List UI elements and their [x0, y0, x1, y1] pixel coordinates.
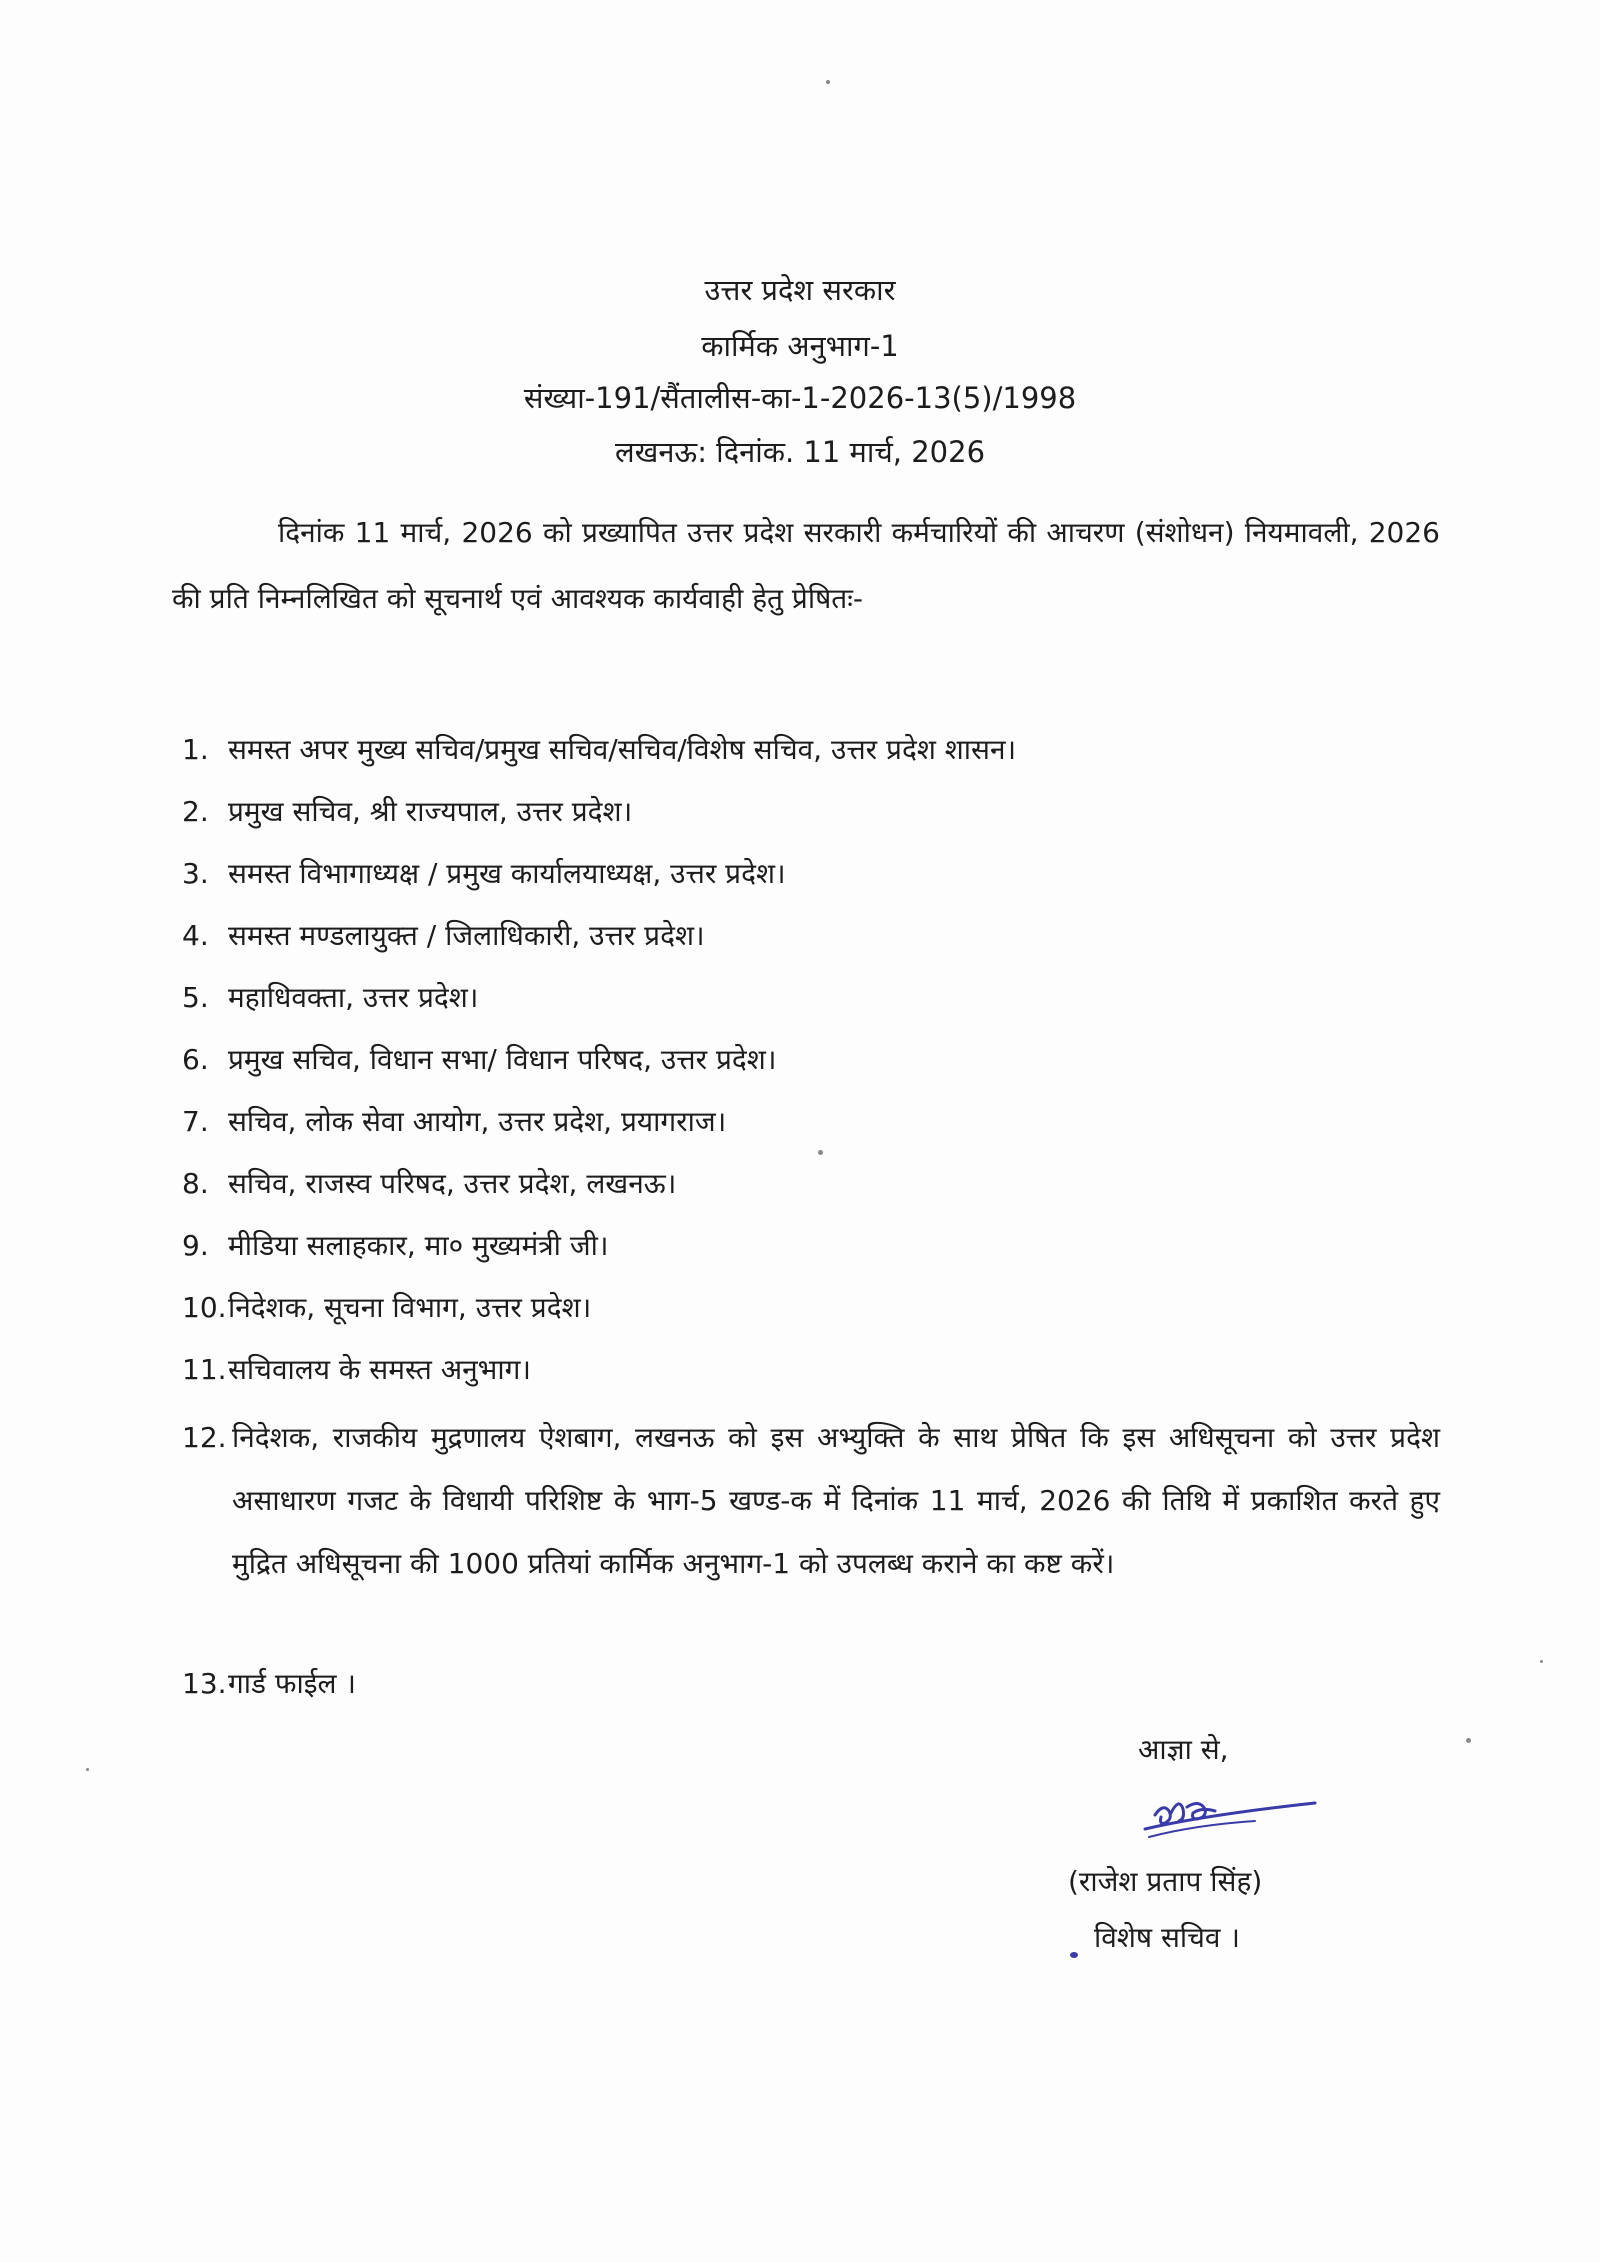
list-item-text: प्रमुख सचिव, विधान सभा/ विधान परिषद, उत्तर प्रदेश।: [228, 1043, 777, 1076]
list-item: [182, 1224, 1440, 1268]
list-item-number: 2.: [182, 795, 209, 828]
scan-speck: [86, 1768, 89, 1771]
list-item: [182, 1286, 1440, 1330]
signature-image: [1135, 1785, 1335, 1855]
list-item-text: सचिव, राजस्व परिषद, उत्तर प्रदेश, लखनऊ।: [228, 1167, 677, 1200]
scan-speck: [1540, 1660, 1543, 1663]
list-item-text: समस्त मण्डलायुक्त / जिलाधिकारी, उत्तर प्रदेश।: [228, 919, 705, 952]
department-name: कार्मिक अनुभाग-1: [701, 329, 899, 363]
reference-number: संख्या-191/सैंतालीस-का-1-2026-13(5)/1998: [523, 381, 1077, 415]
signature-stroke: [1155, 1808, 1170, 1824]
list-item: [182, 976, 1440, 1020]
list-item-text: सचिवालय के समस्त अनुभाग।: [228, 1353, 531, 1386]
signature-stroke: [1171, 1804, 1184, 1821]
list-item-text: महाधिवक्ता, उत्तर प्रदेश।: [228, 981, 479, 1014]
list-item-number: 9.: [182, 1229, 209, 1262]
signatory-name: (राजेश प्रताप सिंह): [1068, 1865, 1263, 1898]
list-item: [182, 914, 1440, 958]
list-item-text: समस्त अपर मुख्य सचिव/प्रमुख सचिव/सचिव/विशेष सचिव, उत्तर प्रदेश शासन।: [228, 733, 1017, 766]
list-item-text: निदेशक, राजकीय मुद्रणालय ऐशबाग, लखनऊ को इस अभ्युक्ति के साथ प्रेषित कि इस अधिसूचना को उत्तर प्रदेश असाधारण गजट के विधायी परिशिष्ट के भाग-5 खण्ड-क में दिनांक 11 मार्च, 2026 की तिथि में प्रकाशित करते हुए मुद्रित अधिसूचना की 1000 प्रतियां कार्मिक अनुभाग-1 को उपलब्ध कराने का कष्ट करें।: [232, 1421, 1440, 1580]
ink-mark: [1070, 1952, 1078, 1958]
scan-speck: [826, 80, 830, 84]
signatory-designation: विशेष सचिव ।: [1094, 1921, 1240, 1954]
list-item: [182, 852, 1440, 896]
list-item-number: 11.: [182, 1353, 227, 1386]
list-item-number: 7.: [182, 1105, 209, 1138]
list-item: [182, 1406, 1440, 1595]
list-item-number: 12.: [182, 1421, 227, 1454]
list-item: [182, 1038, 1440, 1082]
place-and-date: लखनऊ: दिनांक. 11 मार्च, 2026: [614, 435, 986, 469]
scan-speck: [818, 1150, 823, 1155]
list-item: [182, 1100, 1440, 1144]
list-item-text: निदेशक, सूचना विभाग, उत्तर प्रदेश।: [228, 1291, 592, 1324]
by-order-text: आज्ञा से,: [1138, 1733, 1229, 1766]
list-item-number: 6.: [182, 1043, 209, 1076]
list-item-number: 3.: [182, 857, 209, 890]
list-item: [182, 1662, 1440, 1706]
list-item: [182, 1348, 1440, 1392]
list-item-text: सचिव, लोक सेवा आयोग, उत्तर प्रदेश, प्रयागराज।: [228, 1105, 727, 1138]
list-item-text: मीडिया सलाहकार, मा० मुख्यमंत्री जी।: [228, 1229, 609, 1262]
list-item: [182, 1162, 1440, 1206]
list-item: [182, 728, 1440, 772]
list-item-text: गार्ड फाईल ।: [228, 1667, 356, 1700]
intro-paragraph: दिनांक 11 मार्च, 2026 को प्रख्यापित उत्तर प्रदेश सरकारी कर्मचारियों की आचरण (संशोधन) नियमावली, 2026 की प्रति निम्नलिखित को सूचनार्थ एवं आवश्यक कार्यवाही हेतु प्रेषितः-: [172, 516, 1440, 615]
list-item-number: 4.: [182, 919, 209, 952]
list-item-text: समस्त विभागाध्यक्ष / प्रमुख कार्यालयाध्यक्ष, उत्तर प्रदेश।: [228, 857, 786, 890]
list-item-number: 13.: [182, 1667, 227, 1700]
list-item-number: 8.: [182, 1167, 209, 1200]
list-item-number: 10.: [182, 1291, 227, 1324]
list-item-text: प्रमुख सचिव, श्री राज्यपाल, उत्तर प्रदेश।: [228, 795, 633, 828]
list-item: [182, 790, 1440, 834]
list-item-number: 5.: [182, 981, 209, 1014]
government-name: उत्तर प्रदेश सरकार: [704, 273, 896, 307]
scan-speck: [1466, 1738, 1471, 1743]
list-item-number: 1.: [182, 733, 209, 766]
